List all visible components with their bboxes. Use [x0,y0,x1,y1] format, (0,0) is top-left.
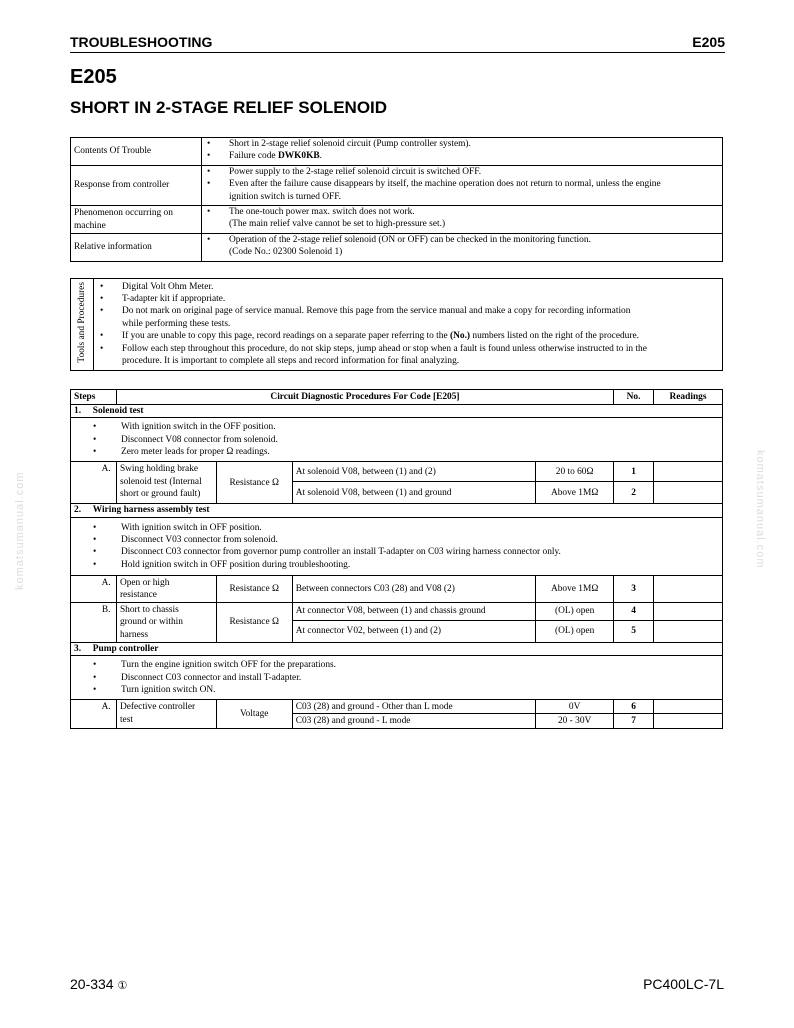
revision-mark-icon: ① [117,980,128,992]
col-steps: Steps [71,390,117,405]
reading-cell [654,700,723,714]
proc-desc: C03 (28) and ground - Other than L mode [292,700,535,714]
tools-item: If you are unable to copy this page, record readings on a separate paper referring to the (No.) numbers listed on the right of the procedure. [122,331,639,342]
tools-procedures-table [70,278,723,371]
response-value: • Power supply to the 2-stage relief solenoid circuit is switched OFF. • Even after the failure cause disappears by itself, the machine operation does not return to normal, unless the engine ignition switch is turned OFF. [202,166,723,206]
header-section: TROUBLESHOOTING [70,34,213,50]
reading-cell [654,482,723,504]
phenomenon-label: Phenomenon occurring on machine [71,206,202,234]
tools-item: Do not mark on original page of service manual. Remove this page from the service manual and make a copy for recording information while performing these tests. [122,306,631,329]
step-2a-label: Open or high resistance [116,575,216,602]
table-row [71,517,723,575]
table-row: A. Defective controller test Voltage C03 (28) and ground - Other than L mode 0V 6 [71,700,723,714]
tools-list: • Digital Volt Ohm Meter. • T-adapter kit if appropriate. • Do not mark on original page of service manual. Remove this page from the service manual and make a copy for recording information while performing these tests. • If you are unable to copy this page, record readings on a separate paper referring to the (No.) numbers listed on the right of the procedure. • Follow each step throughout this procedure, do not skip steps, jump ahead or stop when a fault is found unless otherwise instructed to in the procedure. It is important to complete all steps and record information for final analyzing. [94,279,723,371]
diagnostic-table [70,389,723,729]
proc-spec: 20 to 60Ω [536,462,614,482]
tools-item: Digital Volt Ohm Meter. [122,281,214,292]
reading-cell [654,462,723,482]
contents-label: Contents Of Trouble [71,138,202,166]
step-2b-label: Short to chassis ground or within harness [116,602,216,642]
table-row [71,642,723,655]
step-1a-type: Resistance Ω [216,462,292,504]
tools-item: T-adapter kit if appropriate. [122,293,226,304]
trouble-info-table [70,137,723,262]
table-row [71,405,723,418]
step-1-instructions: • With ignition switch in the OFF position. • Disconnect V08 connector from solenoid. • Zero meter leads for proper Ω readings. [71,418,723,462]
reading-cell [654,575,723,602]
proc-no: 7 [614,714,654,729]
table-row [71,418,723,462]
proc-desc: At connector V08, between (1) and chassis ground [292,602,535,620]
proc-no: 2 [614,482,654,504]
table-row [71,504,723,517]
watermark-left: komatsumanual.com [14,471,26,590]
proc-desc: At solenoid V08, between (1) and ground [292,482,535,504]
failure-code-heading: E205 [70,66,117,88]
running-header [70,34,725,52]
tools-side-label: Tools and Procedures [71,279,94,371]
reading-cell [654,714,723,729]
table-row: B. Short to chassis ground or within harness Resistance Ω At connector V08, between (1) and chassis ground (OL) open 4 [71,602,723,620]
diag-header-row [71,390,723,405]
proc-spec: (OL) open [536,620,614,642]
proc-desc: At solenoid V08, between (1) and (2) [292,462,535,482]
step-2-instructions: • With ignition switch in OFF position. • Disconnect V03 connector from solenoid. • Disconnect C03 connector from governor pump controller an install T-adapter on C03 wiring harness connector only. • Hold ignition switch in OFF position during troubleshooting. [71,517,723,575]
proc-no: 5 [614,620,654,642]
page-number: 20-334 ① [70,976,128,992]
model-name: PC400LC-7L [643,976,724,992]
proc-desc: Between connectors C03 (28) and V08 (2) [292,575,535,602]
response-label: Response from controller [71,166,202,206]
step-2a-type: Resistance Ω [216,575,292,602]
step-2b-type: Resistance Ω [216,602,292,642]
failure-code: DWK0KB [277,151,320,162]
col-readings: Readings [654,390,723,405]
step-3a-label: Defective controller test [116,700,216,729]
relative-info-label: Relative information [71,234,202,262]
proc-spec: Above 1MΩ [536,575,614,602]
watermark-right: komatsumanual.com [754,450,766,569]
proc-no: 4 [614,602,654,620]
step-1a-label: Swing holding brake solenoid test (Internal short or ground fault) [116,462,216,504]
proc-no: 1 [614,462,654,482]
step-3-instructions: • Turn the engine ignition switch OFF for the preparations. • Disconnect C03 connector and install T-adapter. • Turn ignition switch ON. [71,656,723,700]
proc-desc: C03 (28) and ground - L mode [292,714,535,729]
relative-info-value: • Operation of the 2-stage relief solenoid (ON or OFF) can be checked in the monitoring function. (Code No.: 02300 Solenoid 1) [202,234,723,262]
table-row [71,656,723,700]
phenomenon-value: • The one-touch power max. switch does not work. (The main relief valve cannot be set to high-pressure set.) [202,206,723,234]
proc-spec: 0V [536,700,614,714]
step-1-title: 1. Solenoid test [71,405,723,418]
step-3a-type: Voltage [216,700,292,729]
proc-no: 6 [614,700,654,714]
header-code: E205 [692,34,725,50]
table-row: A. Open or high resistance Resistance Ω Between connectors C03 (28) and V08 (2) Above 1MΩ 3 [71,575,723,602]
contents-value: • Short in 2-stage relief solenoid circuit (Pump controller system). • Failure code DWK0KB. [202,138,723,166]
proc-spec: (OL) open [536,602,614,620]
page-title: SHORT IN 2-STAGE RELIEF SOLENOID [70,98,388,117]
table-row: A. Swing holding brake solenoid test (Internal short or ground fault) Resistance Ω At solenoid V08, between (1) and (2) 20 to 60Ω 1 [71,462,723,482]
header-rule [70,52,725,53]
tools-item: Follow each step throughout this procedure, do not skip steps, jump ahead or stop when a fault is found unless otherwise instructed to in the procedure. It is important to complete all steps and record information for final analyzing. [122,343,647,367]
proc-desc: At connector V02, between (1) and (2) [292,620,535,642]
reading-cell [654,620,723,642]
step-3-title: 3. Pump controller [71,642,723,655]
col-procedures: Circuit Diagnostic Procedures For Code [E205] [116,390,613,405]
step-2-title: 2. Wiring harness assembly test [71,504,723,517]
proc-spec: 20 - 30V [536,714,614,729]
proc-no: 3 [614,575,654,602]
reading-cell [654,602,723,620]
proc-spec: Above 1MΩ [536,482,614,504]
col-no: No. [614,390,654,405]
